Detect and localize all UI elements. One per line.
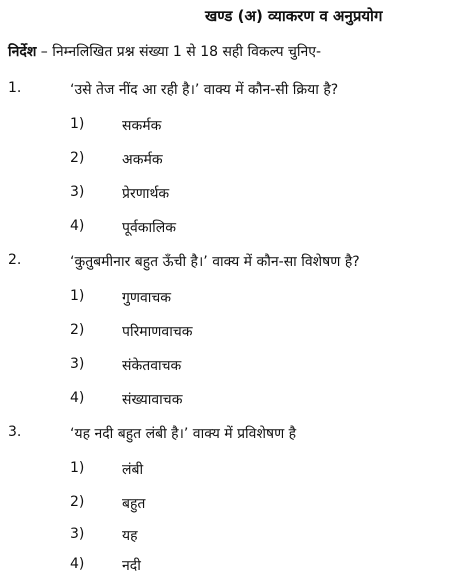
option-number: 2)	[70, 150, 85, 166]
option-text: नदी	[122, 558, 141, 574]
option-number: 2)	[70, 494, 85, 510]
question-2-option-3	[0, 356, 459, 378]
option-text: सकर्मक	[122, 118, 162, 134]
option-number: 4)	[70, 390, 85, 406]
question-text: ‘उसे तेज नींद आ रही है।’ वाक्य में कौन-सी क्रिया है?	[70, 82, 339, 98]
question-text: ‘कुतुबमीनार बहुत ऊँची है।’ वाक्य में कौन-सा विशेषण है?	[70, 254, 360, 270]
option-text: परिमाणवाचक	[122, 324, 193, 340]
instruction-text: – निम्नलिखित प्रश्न संख्या 1 से 18 सही विकल्प चुनिए-	[36, 44, 322, 60]
option-text: संकेतवाचक	[122, 358, 182, 374]
question-1-option-3	[0, 184, 459, 206]
option-text: लंबी	[122, 462, 144, 478]
option-text: गुणवाचक	[122, 290, 172, 306]
option-text: अकर्मक	[122, 152, 163, 168]
question-3-option-2	[0, 494, 459, 516]
question-number: 2.	[8, 252, 22, 268]
question-1-option-4	[0, 218, 459, 240]
question-3-option-4	[0, 556, 459, 578]
instruction-line	[8, 42, 321, 61]
option-text: यह	[122, 528, 138, 544]
question-1-option-1	[0, 116, 459, 138]
question-text: ‘यह नदी बहुत लंबी है।’ वाक्य में प्रविशेषण है	[70, 426, 297, 442]
option-number: 3)	[70, 356, 85, 372]
option-number: 3)	[70, 184, 85, 200]
question-2-option-4	[0, 390, 459, 412]
option-number: 1)	[70, 116, 85, 132]
question-number: 3.	[8, 424, 22, 440]
option-text: प्रेरणार्थक	[122, 186, 170, 202]
question-2-option-1	[0, 288, 459, 310]
option-number: 4)	[70, 556, 85, 572]
option-number: 4)	[70, 218, 85, 234]
question-number: 1.	[8, 80, 22, 96]
option-number: 3)	[70, 526, 85, 542]
section-title: खण्ड (अ) व्याकरण व अनुप्रयोग	[205, 7, 383, 25]
option-number: 2)	[70, 322, 85, 338]
option-text: बहुत	[122, 496, 146, 512]
option-text: पूर्वकालिक	[122, 220, 176, 236]
question-3-option-3	[0, 526, 459, 548]
instruction-label: निर्देश	[8, 44, 37, 60]
option-number: 1)	[70, 288, 85, 304]
question-3-option-1	[0, 460, 459, 482]
question-2-option-2	[0, 322, 459, 344]
question-1-option-2	[0, 150, 459, 172]
option-text: संख्यावाचक	[122, 392, 183, 408]
option-number: 1)	[70, 460, 85, 476]
